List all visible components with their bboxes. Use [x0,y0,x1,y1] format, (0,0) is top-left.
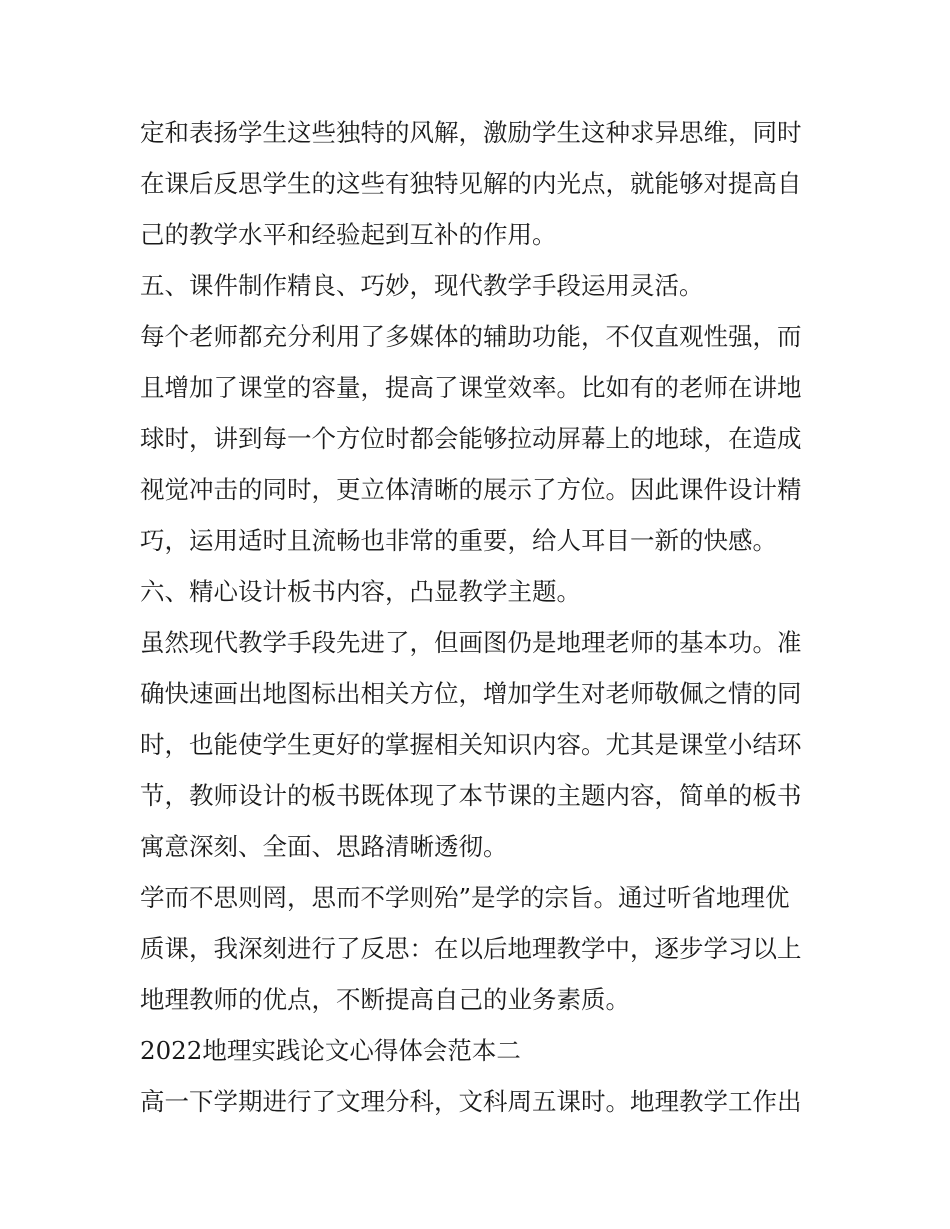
paragraph-line: 学而不思则罔，思而不学则殆”是学的宗旨。通过听省地理优 [140,883,790,912]
section-heading-five: 五、课件制作精良、巧妙，现代教学手段运用灵活。 [140,271,704,300]
paragraph-line: 地理教师的优点，不断提高自己的业务素质。 [140,985,630,1014]
paragraph-line: 视觉冲击的同时，更立体清晰的展示了方位。因此课件设计精 [140,475,802,504]
paragraph-line: 己的教学水平和经验起到互补的作用。 [140,220,557,249]
section-title-sample-two: 2022地理实践论文心得体会范本二 [140,1036,521,1065]
document-body [140,107,820,1127]
paragraph-line: 每个老师都充分利用了多媒体的辅助功能，不仅直观性强，而 [140,322,802,351]
paragraph-line: 巧，运用适时且流畅也非常的重要，给人耳目一新的快感。 [140,526,777,555]
paragraph-line: 定和表扬学生这些独特的风解，激励学生这种求异思维，同时 [140,118,802,147]
paragraph-line: 寓意深刻、全面、思路清晰透彻。 [140,832,508,861]
paragraph-line: 时，也能使学生更好的掌握相关知识内容。尤其是课堂小结环 [140,730,802,759]
paragraph-line: 虽然现代教学手段先进了，但画图仍是地理老师的基本功。准 [140,628,802,657]
paragraph-line: 高一下学期进行了文理分科，文科周五课时。地理教学工作出 [140,1087,802,1116]
paragraph-line: 在课后反思学生的这些有独特见解的内光点，就能够对提高自 [140,169,802,198]
paragraph-line: 且增加了课堂的容量，提高了课堂效率。比如有的老师在讲地 [140,373,802,402]
paragraph-line: 确快速画出地图标出相关方位，增加学生对老师敬佩之情的同 [140,679,802,708]
paragraph-line: 球时，讲到每一个方位时都会能够拉动屏幕上的地球，在造成 [140,424,802,453]
paragraph-line: 节，教师设计的板书既体现了本节课的主题内容，简单的板书 [140,781,802,810]
section-heading-six: 六、精心设计板书内容，凸显教学主题。 [140,577,581,606]
paragraph-line: 质课，我深刻进行了反思：在以后地理教学中，逐步学习以上 [140,934,802,963]
